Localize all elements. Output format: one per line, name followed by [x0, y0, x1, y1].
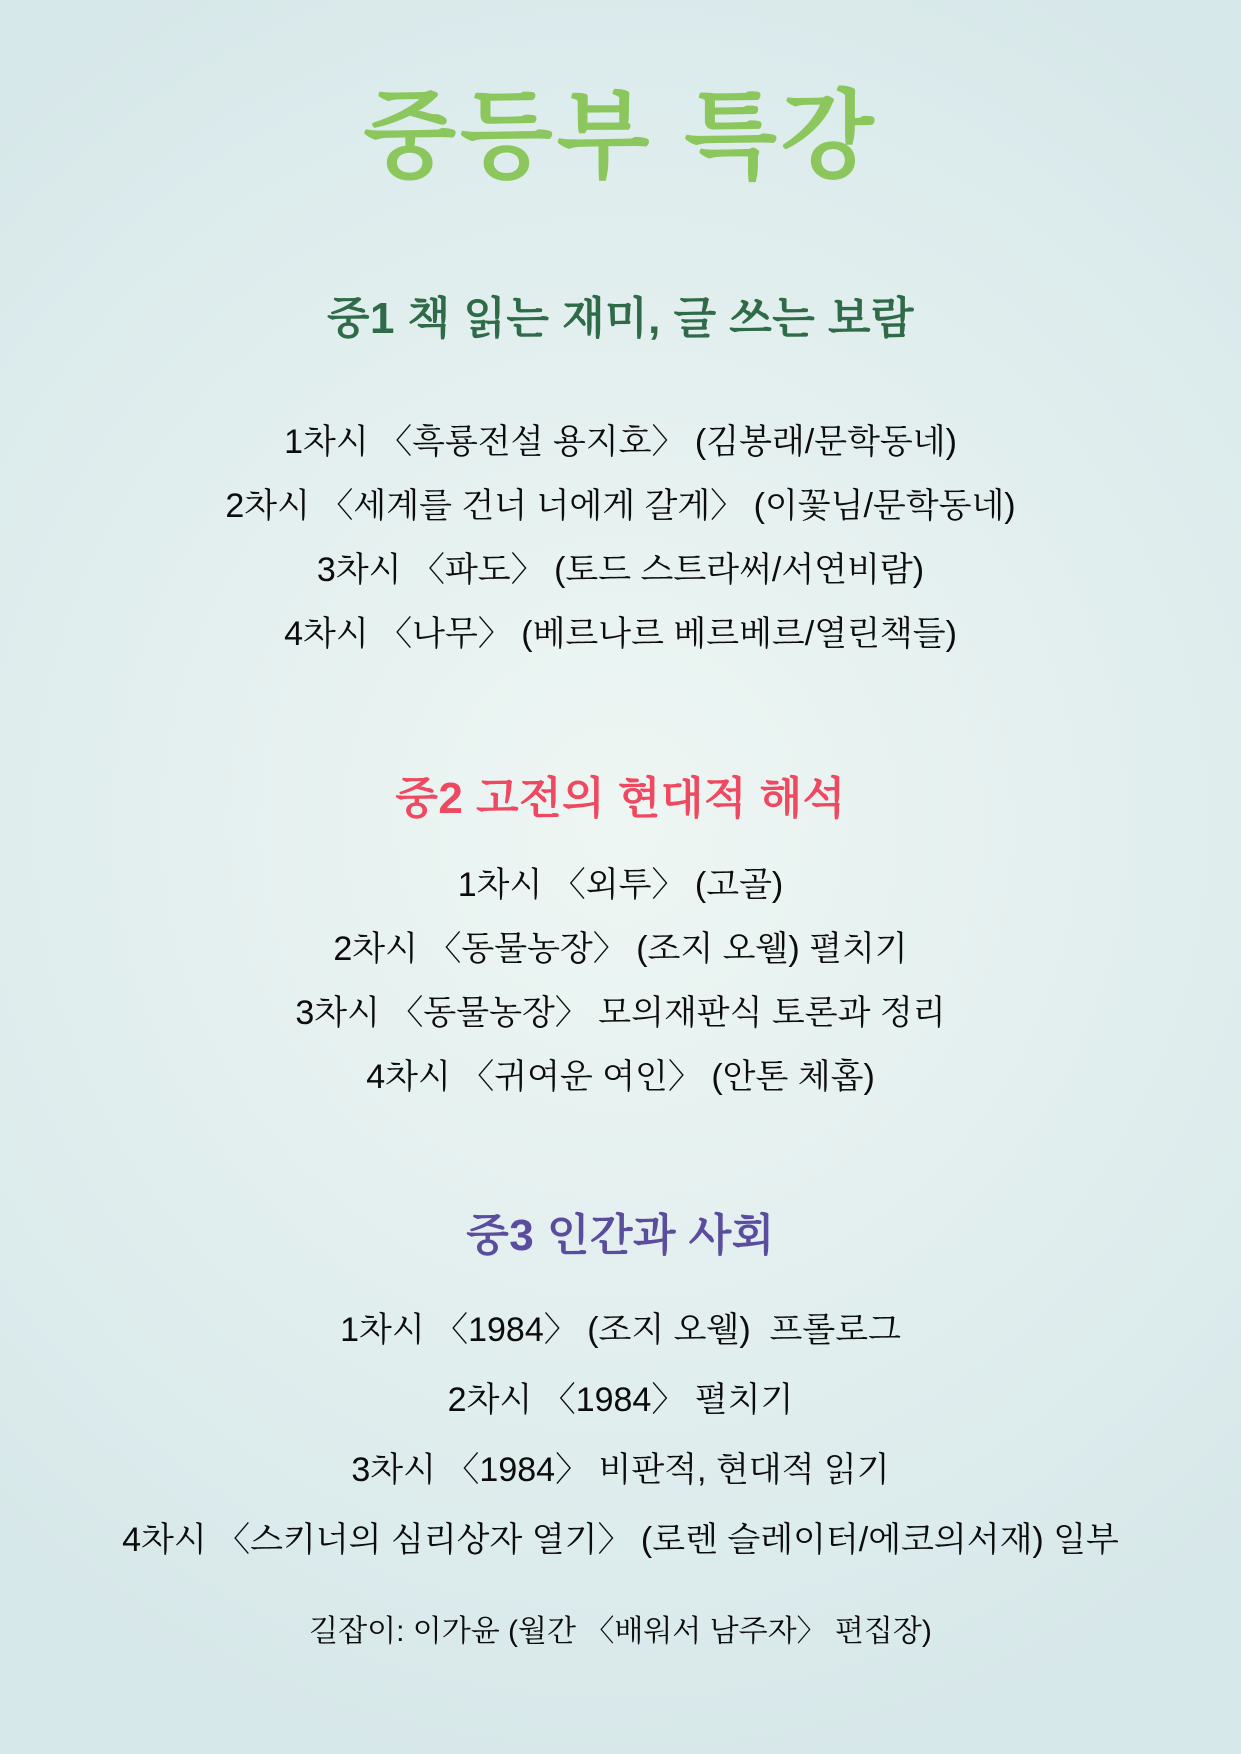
- section-heading-jung2: 중2 고전의 현대적 해석: [395, 774, 846, 823]
- lecture-list-jung3: [0, 1295, 1241, 1575]
- poster-title: 중등부 특강: [363, 83, 878, 190]
- section-heading-jung3: 중3 인간과 사회: [466, 1211, 775, 1260]
- lecture-item: 4차시 〈스키너의 심리상자 열기〉 (로렌 슬레이터/에코의서재) 일부: [122, 1521, 1119, 1559]
- lecture-item: 3차시 〈1984〉 비판적, 현대적 읽기: [351, 1451, 890, 1489]
- lecture-item: 1차시 〈1984〉 (조지 오웰) 프롤로그: [340, 1311, 901, 1349]
- lecture-item: 3차시 〈파도〉 (토드 스트라써/서연비람): [316, 551, 925, 589]
- lecture-item: 3차시 〈동물농장〉 모의재판식 토론과 정리: [295, 994, 946, 1032]
- section-heading-jung1: 중1 책 읽는 재미, 글 쓰는 보람: [326, 294, 915, 343]
- lecture-item: 2차시 〈동물농장〉 (조지 오웰) 펼치기: [333, 930, 908, 968]
- lecture-item: 4차시 〈나무〉 (베르나르 베르베르/열린책들): [284, 615, 957, 653]
- lecture-item: 4차시 〈귀여운 여인〉 (안톤 체홉): [366, 1058, 875, 1096]
- guide-credit-line: 길잡이: 이가윤 (월간 〈배워서 남주자〉 편집장): [309, 1615, 932, 1648]
- lecture-list-jung2: [0, 853, 1241, 1109]
- lecture-item: 1차시 〈외투〉 (고골): [457, 866, 784, 904]
- lecture-list-jung1: [0, 410, 1241, 666]
- lecture-item: 2차시 〈1984〉 펼치기: [447, 1381, 794, 1419]
- lecture-item: 2차시 〈세계를 건너 너에게 갈게〉 (이꽃님/문학동네): [225, 487, 1016, 525]
- lecture-item: 1차시 〈흑룡전설 용지호〉 (김봉래/문학동네): [284, 423, 957, 461]
